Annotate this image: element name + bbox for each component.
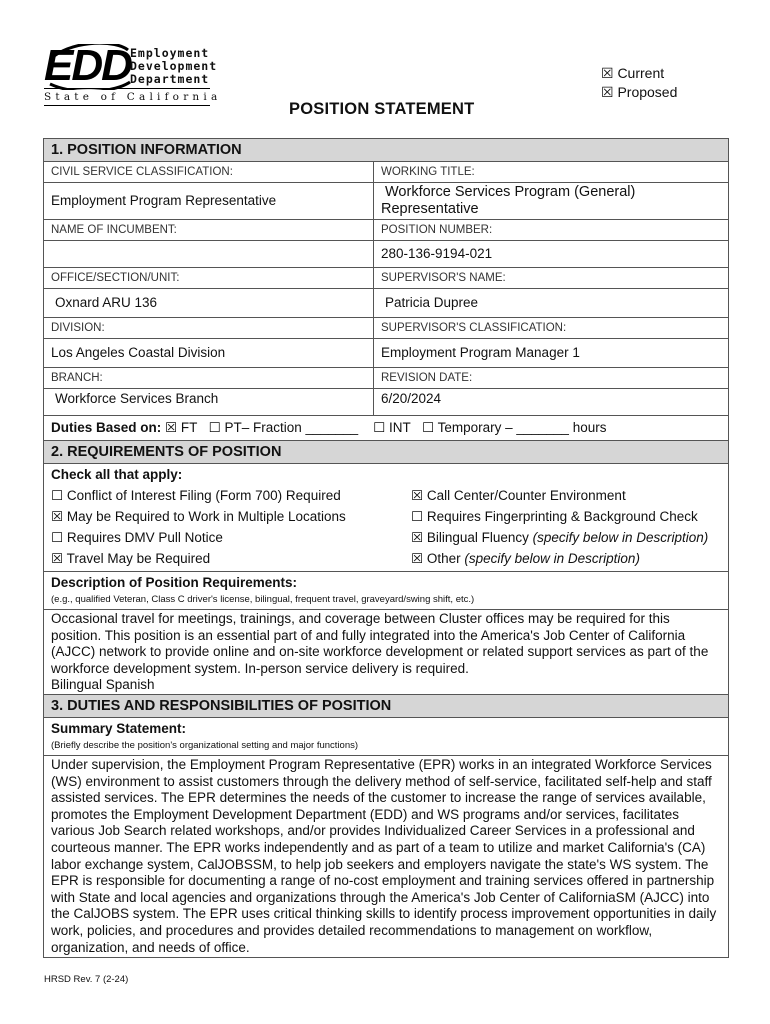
supervisor-name-label: SUPERVISOR'S NAME: bbox=[381, 272, 506, 284]
label-row bbox=[44, 162, 728, 183]
other-checkbox[interactable] bbox=[411, 548, 728, 569]
label-row bbox=[44, 318, 728, 339]
logo-rule bbox=[44, 88, 210, 89]
requirements-checklist bbox=[44, 485, 728, 572]
bilingual-fluency-label: ☒ Bilingual Fluency bbox=[411, 530, 533, 545]
duties-based-on-row bbox=[44, 416, 728, 441]
working-title-label: WORKING TITLE: bbox=[381, 166, 475, 178]
logo-department-words bbox=[130, 47, 217, 86]
check-all-label: Check all that apply: bbox=[51, 467, 183, 482]
value-row bbox=[44, 289, 728, 318]
logo-edd-text: EDD bbox=[44, 41, 131, 90]
current-checkbox[interactable]: ☒ Current bbox=[601, 65, 665, 81]
logo-state-text: State of California bbox=[44, 91, 222, 103]
position-number-label: POSITION NUMBER: bbox=[381, 224, 493, 236]
description-paragraph: Occasional travel for meetings, trainings, and coverage between Cluster offices may be required for this position. This position is an essential part of and fully integrated into the America's Job Center of California (AJCC) network to provide online and on-site workforce development or related support services as part of the workforce development system. In-person service delivery is required. bbox=[51, 611, 709, 676]
logo-line-employment: Employment bbox=[130, 46, 210, 60]
duties-based-on-label: Duties Based on: bbox=[51, 420, 162, 435]
value-row bbox=[44, 339, 728, 368]
form-revision-footer: HRSD Rev. 7 (2-24) bbox=[44, 974, 129, 985]
ft-checkbox[interactable]: ☒ FT bbox=[165, 420, 198, 435]
temporary-checkbox[interactable]: ☐ Temporary – _______ hours bbox=[422, 420, 607, 435]
other-note: (specify below in Description) bbox=[464, 551, 640, 566]
logo-line-development: Development bbox=[130, 59, 218, 73]
fingerprinting-checkbox[interactable] bbox=[411, 506, 728, 527]
summary-header bbox=[44, 718, 728, 756]
bilingual-fluency-note: (specify below in Description) bbox=[532, 530, 709, 545]
edd-logo bbox=[44, 41, 222, 106]
summary-subtitle: (Briefly describe the position's organizational setting and major functions) bbox=[51, 739, 359, 751]
section-requirements-heading: 2. REQUIREMENTS OF POSITION bbox=[44, 441, 728, 464]
description-header bbox=[44, 572, 728, 610]
label-row bbox=[44, 220, 728, 241]
civil-service-field[interactable]: Employment Program Representative bbox=[44, 183, 374, 219]
section-position-information-heading: 1. POSITION INFORMATION bbox=[44, 139, 728, 162]
office-field[interactable]: Oxnard ARU 136 bbox=[44, 289, 374, 317]
bilingual-fluency-checkbox[interactable] bbox=[411, 527, 728, 548]
description-bilingual-line: Bilingual Spanish bbox=[51, 677, 155, 693]
travel-required-checkbox[interactable]: ☒ Travel May be Required bbox=[51, 551, 211, 566]
supervisor-classification-field[interactable]: Employment Program Manager 1 bbox=[381, 345, 580, 360]
other-label: ☒ Other bbox=[411, 551, 465, 566]
requirements-left-column bbox=[51, 485, 411, 569]
logo-rule-bottom bbox=[44, 105, 210, 106]
value-row bbox=[44, 241, 728, 268]
logo-line-department: Department bbox=[130, 72, 210, 86]
revision-date-label: REVISION DATE: bbox=[381, 372, 473, 384]
supervisor-classification-label: SUPERVISOR'S CLASSIFICATION: bbox=[381, 322, 567, 334]
summary-text-field[interactable]: Under supervision, the Employment Program Representative (EPR) works in an integrated Workforce Services (WS) environment to assist customers through the delivery method of self-service, facilitated self-help and staff assisted services. The EPR determines the needs of the customer to increase the range of services available, promotes the Employment Development Department (EDD) and WS programs and/or services, facilitates various Job Search related workshops, and/or provides Individualized Career Services in a professional and courteous manner. The EPR works independently and as part of a team to utilize and market California's (CA) labor exchange system, CalJOBSSM, to help job seekers and employers navigate the state's WS system. The EPR is responsible for documenting a range of no-cost employment and training services offered in partnership with State and local agencies and organizations through the America's Job Center of CaliforniaSM (AJCC) into the CalJOBS system. The EPR uses critical thinking skills to identify process improvement opportunities in daily work, policies, and procedures and provides detailed recommendations to management on workflow, organization, and needs of office. bbox=[51, 756, 717, 955]
position-form bbox=[43, 138, 729, 958]
page-title: POSITION STATEMENT bbox=[289, 100, 475, 118]
division-label: DIVISION: bbox=[44, 318, 374, 338]
office-label: OFFICE/SECTION/UNIT: bbox=[44, 268, 374, 288]
supervisor-name-field[interactable]: Patricia Dupree bbox=[385, 295, 479, 310]
description-subtitle: (e.g., qualified Veteran, Class C driver's license, bilingual, frequent travel, graveyard/swing shift, etc.) bbox=[51, 594, 475, 605]
pt-checkbox[interactable]: ☐ PT– Fraction _______ bbox=[208, 420, 359, 435]
description-text-field[interactable] bbox=[44, 610, 728, 695]
working-title-line-1: Workforce Services Program (General) bbox=[385, 184, 636, 200]
value-row bbox=[44, 389, 728, 416]
civil-service-label: CIVIL SERVICE CLASSIFICATION: bbox=[44, 162, 374, 182]
summary-title: Summary Statement: bbox=[51, 720, 187, 736]
statement-status bbox=[601, 64, 677, 102]
fingerprinting-label: ☐ Requires Fingerprinting & Background Check bbox=[411, 509, 698, 524]
incumbent-label: NAME OF INCUMBENT: bbox=[44, 220, 374, 240]
int-checkbox[interactable]: ☐ INT bbox=[373, 420, 411, 435]
description-title: Description of Position Requirements: bbox=[51, 575, 298, 590]
dmv-pull-notice-checkbox[interactable]: ☐ Requires DMV Pull Notice bbox=[51, 530, 223, 545]
position-number-field[interactable]: 280-136-9194-021 bbox=[381, 246, 493, 261]
label-row bbox=[44, 268, 728, 289]
proposed-checkbox[interactable]: ☒ Proposed bbox=[601, 84, 678, 100]
incumbent-field[interactable] bbox=[44, 241, 374, 267]
value-row bbox=[44, 183, 728, 220]
section-duties-heading: 3. DUTIES AND RESPONSIBILITIES OF POSITION bbox=[44, 695, 728, 718]
branch-label: BRANCH: bbox=[44, 368, 374, 388]
working-title-line-2: Representative bbox=[381, 201, 479, 217]
call-center-label: ☒ Call Center/Counter Environment bbox=[411, 488, 626, 503]
requirements-right-column bbox=[411, 485, 728, 569]
branch-field[interactable]: Workforce Services Branch bbox=[44, 389, 374, 415]
label-row bbox=[44, 368, 728, 389]
revision-date-field[interactable]: 6/20/2024 bbox=[381, 391, 442, 406]
division-field[interactable]: Los Angeles Coastal Division bbox=[44, 339, 374, 367]
multiple-locations-checkbox[interactable]: ☒ May be Required to Work in Multiple Locations bbox=[51, 509, 346, 524]
working-title-field[interactable] bbox=[374, 183, 728, 219]
conflict-of-interest-checkbox[interactable]: ☐ Conflict of Interest Filing (Form 700) Required bbox=[51, 488, 341, 503]
call-center-checkbox[interactable] bbox=[411, 485, 728, 506]
